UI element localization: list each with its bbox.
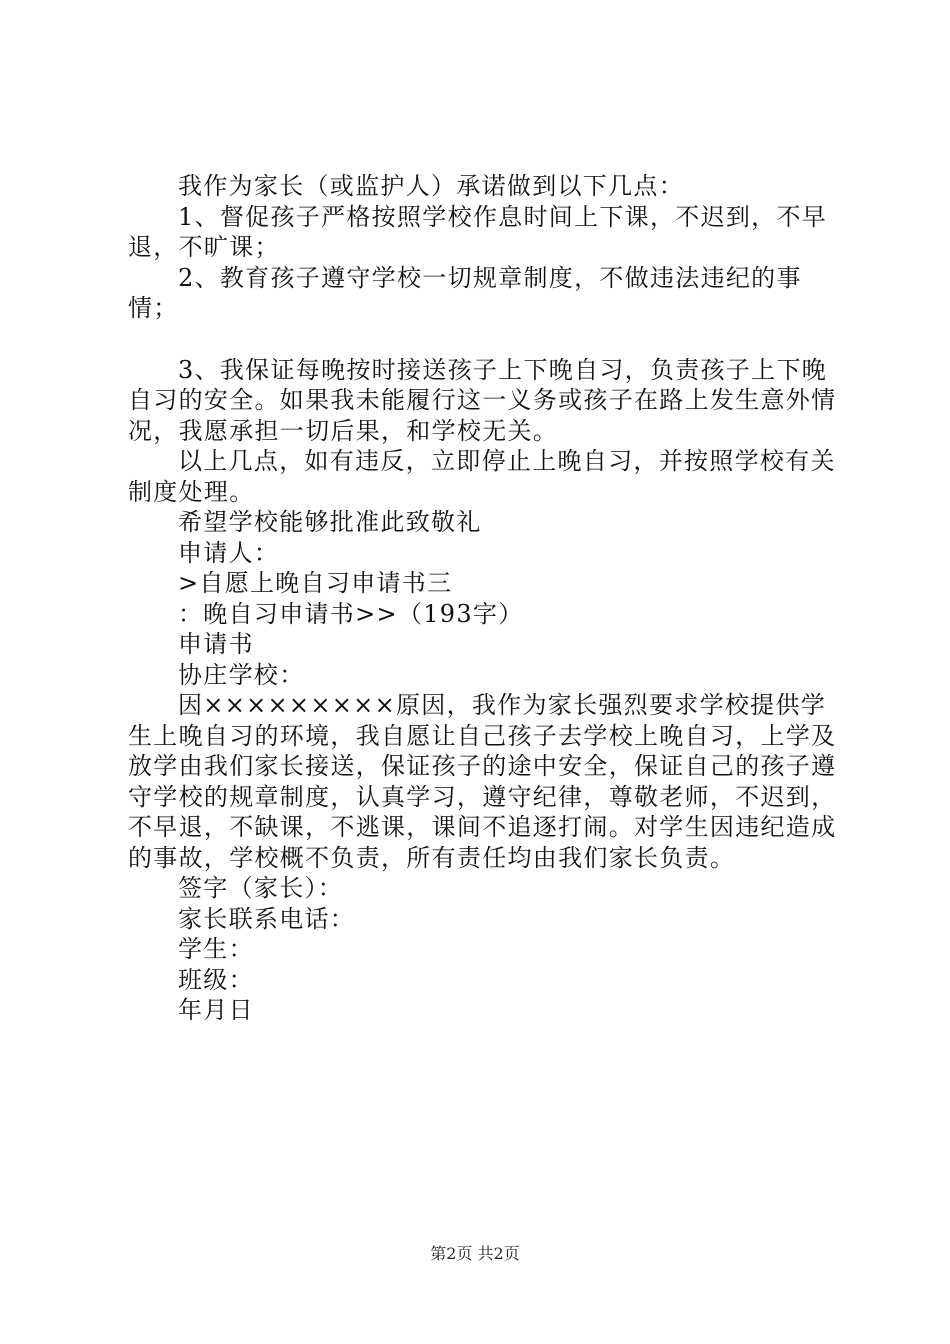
commitment-intro: 我作为家长（或监护人）承诺做到以下几点： — [178, 172, 684, 200]
letter-addressee: 协庄学校： — [178, 660, 305, 689]
closing-salutation: 希望学校能够批准此致敬礼 — [178, 508, 482, 536]
applicant-line: 申请人： — [178, 538, 280, 567]
commitment-item-2: 2、教育孩子遵守学校一切规章制度，不做违法违纪的事情； — [128, 263, 802, 322]
class-line: 班级： — [178, 965, 254, 994]
commitment-item-3: 3、我保证每晚按时接送孩子上下晚自习，负责孩子上下晚自习的安全。如果我未能履行这一义务或孩子在路上发生意外情况，我愿承担一切后果，和学校无关。 — [128, 355, 837, 445]
letter-title: 申请书 — [178, 630, 254, 658]
letter-body: 因×××××××××原因，我作为家长强烈要求学校提供学生上晚自习的环境，我自愿让自己孩子去学校上晚自习，上学及放学由我们家长接送，保证孩子的途中安全，保证自己的孩子遵守学校的规章制度，认真学习，遵守纪律，尊敬老师，不迟到，不早退，不缺课，不逃课，课间不追逐打闹。对学生因违纪造成的事故，学校概不负责，所有责任均由我们家长负责。 — [128, 691, 837, 872]
phone-line: 家长联系电话： — [178, 904, 356, 933]
student-line: 学生： — [178, 935, 254, 963]
signature-line: 签字（家长）： — [178, 874, 344, 902]
section-heading: >自愿上晚自习申请书三 — [178, 569, 453, 597]
document-body — [128, 171, 840, 1026]
section-subheading: ：晚自习申请书>>（193字） — [178, 599, 524, 628]
date-line: 年月日 — [178, 996, 254, 1024]
violation-clause: 以上几点，如有违反，立即停止上晚自习，并按照学校有关制度处理。 — [128, 447, 836, 506]
page-number-footer: 第2页 共2页 — [430, 1244, 520, 1263]
commitment-item-1: 1、督促孩子严格按照学校作息时间上下课，不迟到，不早退，不旷课； — [128, 202, 828, 261]
